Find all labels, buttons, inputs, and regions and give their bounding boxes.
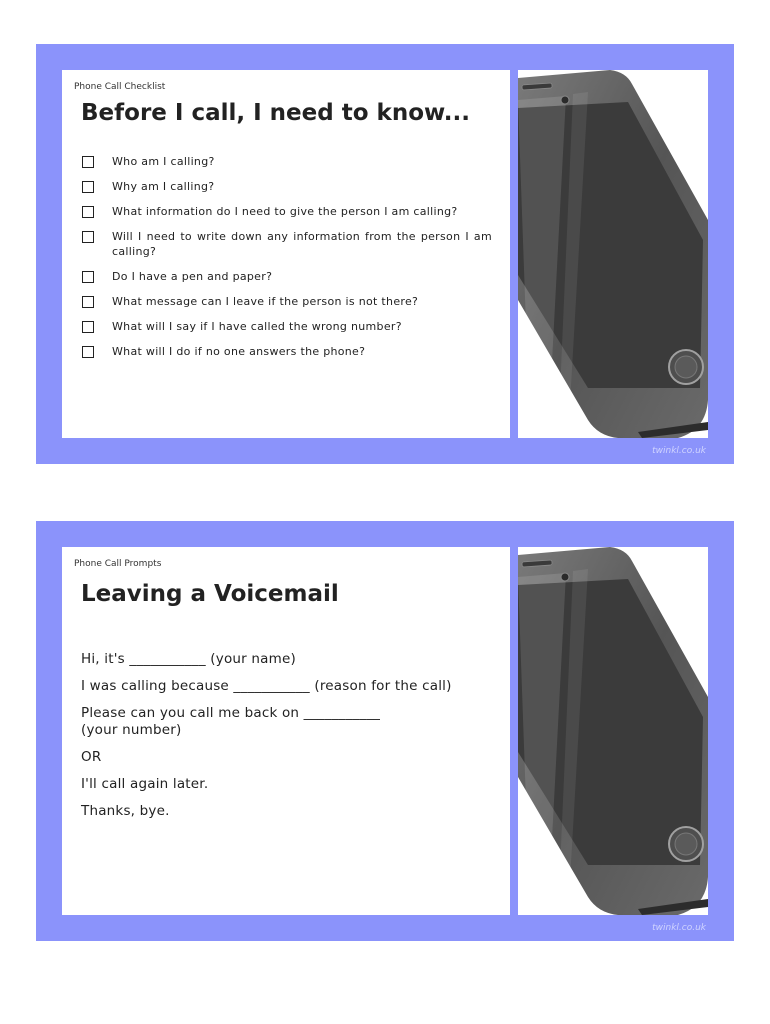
- checklist-panel: [62, 70, 510, 438]
- checklist-item: [82, 154, 492, 169]
- checklist-item: [82, 294, 492, 309]
- checklist-item-text: What will I say if I have called the wrong number?: [112, 320, 402, 333]
- checklist-item-text: Why am I calling?: [112, 180, 215, 193]
- checklist-item: [82, 344, 492, 359]
- checklist-item: [82, 229, 492, 259]
- checklist-item: [82, 319, 492, 334]
- script-line: Hi, it's ___________ (your name): [81, 651, 296, 667]
- card-label: Phone Call Prompts: [74, 559, 162, 569]
- checklist-item-text: What information do I need to give the person I am calling?: [112, 205, 458, 218]
- checklist-item: [82, 179, 492, 194]
- smartphone-illustration: [518, 547, 708, 915]
- smartphone-photo: [518, 70, 708, 438]
- smartphone-illustration: [518, 70, 708, 438]
- empty-checkbox-icon[interactable]: [82, 321, 94, 333]
- empty-checkbox-icon[interactable]: [82, 181, 94, 193]
- phone-call-checklist-card: [36, 44, 734, 464]
- empty-checkbox-icon[interactable]: [82, 271, 94, 283]
- card-title: Before I call, I need to know...: [81, 100, 470, 126]
- script-line: Thanks, bye.: [81, 803, 170, 819]
- footer-brand: twinkl.co.uk: [652, 923, 706, 933]
- checklist-item: [82, 269, 492, 284]
- script-line: I'll call again later.: [81, 776, 209, 792]
- voicemail-script: [81, 651, 501, 830]
- checklist-item-text: What message can I leave if the person is not there?: [112, 295, 419, 308]
- script-line: OR: [81, 749, 102, 765]
- checklist-item-text: Will I need to write down any information from the person I am calling?: [112, 230, 492, 258]
- empty-checkbox-icon[interactable]: [82, 346, 94, 358]
- empty-checkbox-icon[interactable]: [82, 296, 94, 308]
- script-line: I was calling because ___________ (reason for the call): [81, 678, 452, 694]
- phone-call-prompts-card: [36, 521, 734, 941]
- card-title: Leaving a Voicemail: [81, 581, 339, 607]
- empty-checkbox-icon[interactable]: [82, 206, 94, 218]
- prompts-panel: [62, 547, 510, 915]
- empty-checkbox-icon[interactable]: [82, 156, 94, 168]
- smartphone-photo: [518, 547, 708, 915]
- empty-checkbox-icon[interactable]: [82, 231, 94, 243]
- checklist-item-text: What will I do if no one answers the phone?: [112, 345, 366, 358]
- checklist: [82, 154, 492, 359]
- checklist-item: [82, 204, 492, 219]
- script-line: Please can you call me back on ___________ (your number): [81, 705, 381, 738]
- footer-brand: twinkl.co.uk: [652, 446, 706, 456]
- card-label: Phone Call Checklist: [74, 82, 166, 92]
- checklist-item-text: Do I have a pen and paper?: [112, 270, 273, 283]
- checklist-item-text: Who am I calling?: [112, 155, 215, 168]
